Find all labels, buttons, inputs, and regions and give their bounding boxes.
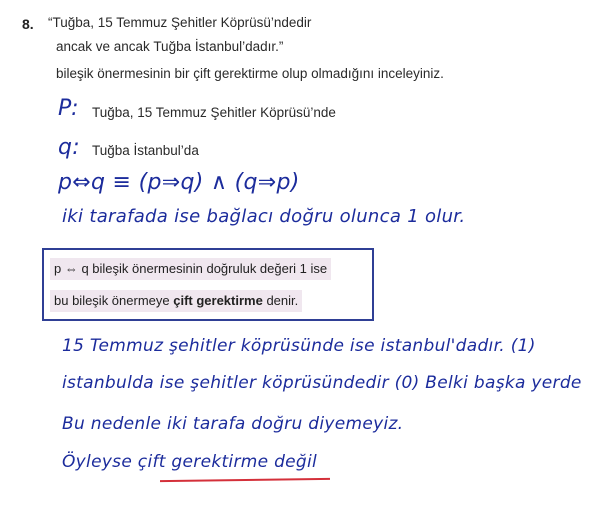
question-prompt-line3: bileşik önermesinin bir çift gerektirme olup olmadığını inceleyiniz.	[56, 66, 444, 81]
definition-term: çift gerektirme	[173, 293, 263, 308]
definition-row-2-prefix: bu bileşik önermeye	[54, 293, 174, 308]
biconditional-formula: p⇔q ≡ (p⇒q) ∧ (q⇒p)	[58, 170, 300, 195]
question-prompt-line2: ancak ve ancak Tuğba İstanbul’dadır.”	[56, 39, 284, 54]
question-number: 8.	[22, 16, 34, 32]
handwritten-note-4: Bu nedenle iki tarafa doğru diyemeyiz.	[62, 414, 404, 434]
handwritten-note-5: Öyleyse çift gerektirme değil	[62, 452, 318, 472]
definition-box	[42, 248, 374, 321]
q-label: q:	[58, 135, 80, 160]
definition-row-1: p ⇔ q bileşik önermesinin doğruluk değeri 1 ise	[50, 258, 331, 280]
handwritten-note-2: 15 Temmuz şehitler köprüsünde ise istanbul'dadır. (1)	[62, 336, 536, 356]
definition-row-2	[50, 290, 302, 312]
p-definition-text: Tuğba, 15 Temmuz Şehitler Köprüsü’nde	[92, 105, 336, 120]
p-label: P:	[58, 96, 79, 121]
handwritten-note-1: iki tarafada ise bağlacı doğru olunca 1 olur.	[62, 206, 466, 227]
red-underline	[160, 478, 330, 482]
question-prompt-line1: “Tuğba, 15 Temmuz Şehitler Köprüsü’ndedir	[48, 15, 312, 30]
handwritten-note-3: istanbulda ise şehitler köprüsündedir (0) Belki başka yerde	[62, 373, 582, 393]
q-definition-text: Tuğba İstanbul’da	[92, 143, 199, 158]
definition-row-2-suffix: denir.	[262, 293, 299, 308]
